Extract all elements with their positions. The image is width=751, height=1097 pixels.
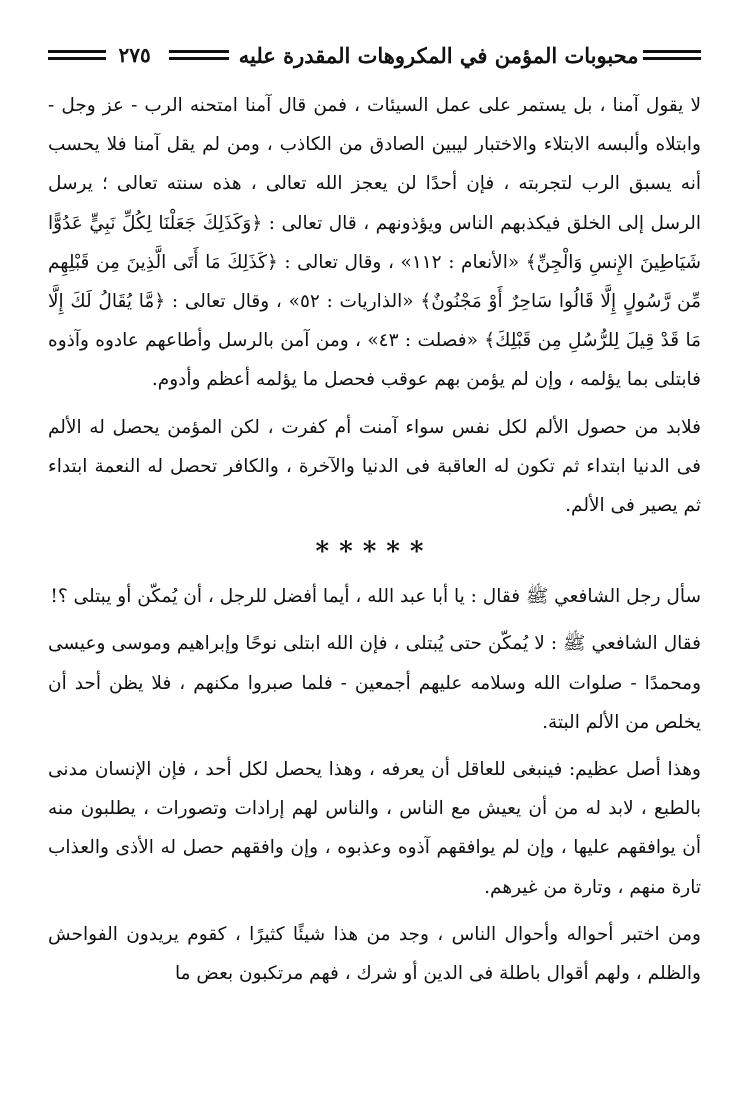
- paragraph: ومن اختبر أحواله وأحوال الناس ، وجد من هذا شيئًا كثيرًا ، كقوم يريدون الفواحش والظلم ، ولهم أقوال باطلة فى الدين أو شرك ، فهم مرتكبون بعض ما: [48, 923, 701, 985]
- paragraph: فقال الشافعي ﷺ : لا يُمكّن حتى يُبتلى ، فإن الله ابتلى نوحًا وإبراهيم وموسى وعيسى ومحمدًا - صلوات الله وسلامه عليهم أجمعين - فلما صبروا مكنهم ، فلا يظن أحد أن يخلص من الألم البتة.: [48, 633, 701, 733]
- header-center: [111, 43, 639, 68]
- page-body: [48, 86, 701, 993]
- header-rule-middle: [169, 50, 229, 60]
- paragraph: سأل رجل الشافعي ﷺ فقال : يا أبا عبد الله ، أيما أفضل للرجل ، أن يُمكّن أو يبتلى ؟!: [50, 586, 701, 608]
- header-rule-left: [48, 50, 106, 60]
- paragraph: وهذا أصل عظيم: فينبغى للعاقل أن يعرفه ، وهذا يحصل لكل أحد ، فإن الإنسان مدنى بالطبع ، لابد له من أن يعيش مع الناس ، والناس لهم إرادات وتصورات ، يطلبون منه أن يوافقهم عليها ، وإن لم يوافقهم آذوه وعذبوه ، وإن وافقهم حصل له الأذى والعذاب تارة منهم ، وتارة من غيرهم.: [48, 759, 701, 898]
- header-rule-right: [643, 50, 701, 60]
- header-title: محبوبات المؤمن في المكروهات المقدرة عليه: [238, 42, 639, 68]
- paragraph: فلابد من حصول الألم لكل نفس سواء آمنت أم كفرت ، لكن المؤمن يحصل له الألم فى الدنيا ابتداء ثم تكون له العاقبة فى الدنيا والآخرة ، والكافر تحصل له النعمة ابتداء ثم يصير فى الألم.: [48, 416, 701, 517]
- page-number: ٢٧٥: [118, 43, 151, 67]
- paragraph: لا يقول آمنا ، بل يستمر على عمل السيئات ، فمن قال آمنا امتحنه الرب - عز وجل - وابتلاه وألبسه الابتلاء والاختبار ليبين الصادق من الكاذب ، ومن لم يقل آمنا فلا يحسب أنه يسبق الرب لتجربته ، فإن أحدًا لن يعجز الله تعالى ، هذه سنته تعالى ؛ يرسل الرسل إلى الخلق فيكذبهم الناس ويؤذونهم ، قال تعالى : ﴿وَكَذَلِكَ جَعَلْنَا لِكُلِّ نَبِيٍّ عَدُوًّا شَيَاطِينَ الإِنسِ وَالْجِنِّ﴾ «الأنعام : ١١٢» ، وقال تعالى : ﴿كَذَلِكَ مَا أَتَى الَّذِينَ مِن قَبْلِهِم مِّن رَّسُولٍ إِلَّا قَالُوا سَاحِرٌ أَوْ مَجْنُونٌ﴾ «الذاريات : ٥٢» ، وقال تعالى : ﴿مَّا يُقَالُ لَكَ إِلَّا مَا قَدْ قِيلَ لِلرُّسُلِ مِن قَبْلِكَ﴾ «فصلت : ٤٣» ، ومن آمن بالرسل وأطاعهم عادوه وآذوه فابتلى بما يؤلمه ، وإن لم يؤمن بهم عوقب فحصل ما يؤلمه أعظم وأدوم.: [48, 95, 701, 391]
- running-header: [48, 38, 701, 72]
- section-separator: *****: [315, 537, 434, 568]
